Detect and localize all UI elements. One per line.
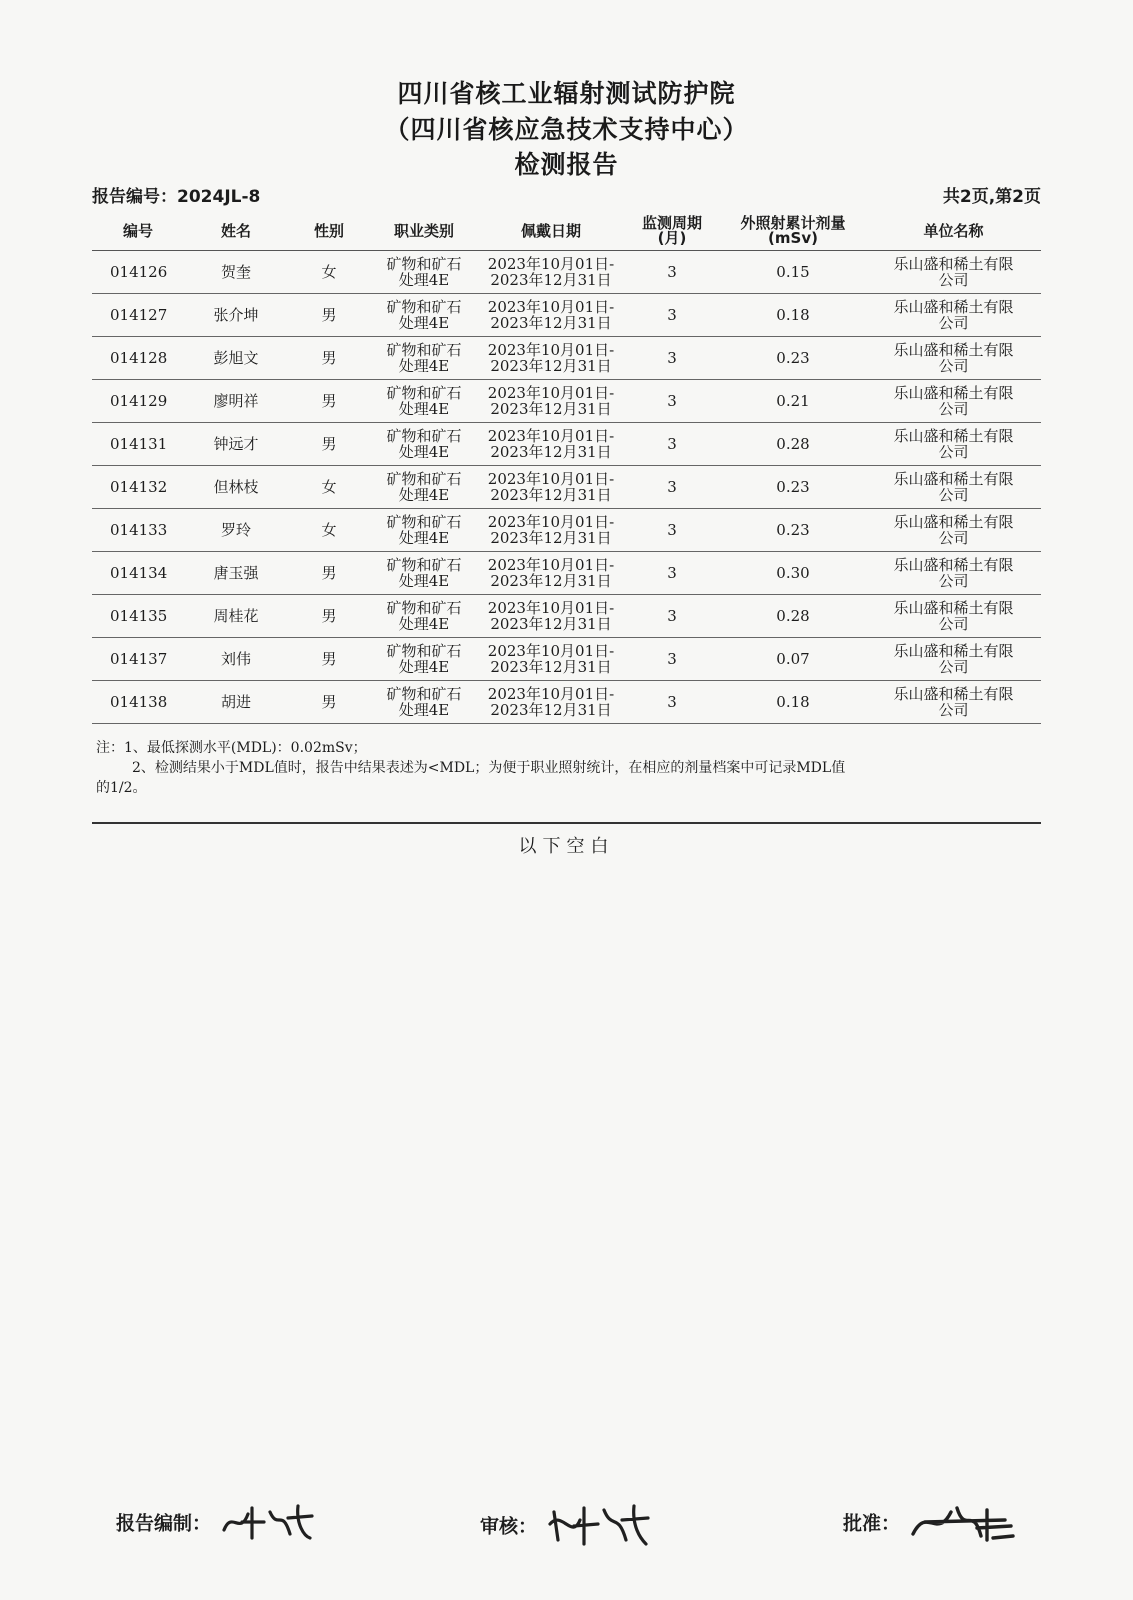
prepared-signature bbox=[218, 1500, 318, 1544]
cell-date bbox=[478, 552, 624, 595]
cell-period: 3 bbox=[624, 509, 720, 552]
institute-subtitle: （四川省核应急技术支持中心） bbox=[384, 115, 749, 144]
cell-name: 周桂花 bbox=[184, 595, 288, 638]
cell-date bbox=[478, 681, 624, 724]
cell-date-line: 2023年10月01日- bbox=[487, 470, 615, 488]
cell-sex: 女 bbox=[288, 251, 370, 294]
cell-job bbox=[370, 681, 478, 724]
cell-job bbox=[370, 294, 478, 337]
cell-unit-line: 公司 bbox=[938, 572, 969, 590]
cell-period: 3 bbox=[624, 423, 720, 466]
cell-id: 014131 bbox=[92, 423, 184, 466]
cell-name: 但林枝 bbox=[184, 466, 288, 509]
cell-unit bbox=[866, 681, 1041, 724]
cell-name: 贺奎 bbox=[184, 251, 288, 294]
cell-job-line: 处理4E bbox=[398, 572, 450, 590]
cell-unit-line: 乐山盛和稀土有限 bbox=[893, 470, 1014, 488]
table-header-row bbox=[92, 212, 1041, 251]
cell-date-line: 2023年10月01日- bbox=[487, 685, 615, 703]
cell-id: 014134 bbox=[92, 552, 184, 595]
cell-dose: 0.21 bbox=[720, 380, 866, 423]
cell-job-line: 处理4E bbox=[398, 615, 450, 633]
cell-id: 014128 bbox=[92, 337, 184, 380]
cell-dose: 0.15 bbox=[720, 251, 866, 294]
cell-job-line: 矿物和矿石 bbox=[386, 685, 462, 703]
cell-dose: 0.28 bbox=[720, 423, 866, 466]
cell-date-line: 2023年12月31日 bbox=[490, 400, 612, 418]
cell-sex: 男 bbox=[288, 380, 370, 423]
cell-name: 张介坤 bbox=[184, 294, 288, 337]
cell-job bbox=[370, 380, 478, 423]
cell-job-line: 处理4E bbox=[398, 701, 450, 719]
cell-date-line: 2023年12月31日 bbox=[490, 701, 612, 719]
cell-period: 3 bbox=[624, 251, 720, 294]
cell-unit-line: 公司 bbox=[938, 443, 969, 461]
cell-unit bbox=[866, 509, 1041, 552]
table-row bbox=[92, 294, 1041, 337]
cell-name: 廖明祥 bbox=[184, 380, 288, 423]
table-row bbox=[92, 466, 1041, 509]
note-line-1: 注：1、最低探测水平(MDL)：0.02mSv； bbox=[96, 740, 367, 756]
cell-name: 唐玉强 bbox=[184, 552, 288, 595]
cell-date-line: 2023年10月01日- bbox=[487, 255, 615, 273]
cell-date bbox=[478, 509, 624, 552]
cell-name: 胡进 bbox=[184, 681, 288, 724]
cell-period: 3 bbox=[624, 337, 720, 380]
cell-job bbox=[370, 251, 478, 294]
cell-date-line: 2023年10月01日- bbox=[487, 599, 615, 617]
header-dose-line1: 外照射累计剂量 bbox=[740, 214, 846, 232]
cell-unit bbox=[866, 380, 1041, 423]
cell-dose: 0.23 bbox=[720, 337, 866, 380]
cell-unit-line: 公司 bbox=[938, 314, 969, 332]
cell-unit-line: 乐山盛和稀土有限 bbox=[893, 556, 1014, 574]
cell-unit bbox=[866, 466, 1041, 509]
cell-period: 3 bbox=[624, 595, 720, 638]
cell-unit-line: 公司 bbox=[938, 701, 969, 719]
cell-unit-line: 乐山盛和稀土有限 bbox=[893, 642, 1014, 660]
cell-unit-line: 乐山盛和稀土有限 bbox=[893, 513, 1014, 531]
cell-unit bbox=[866, 337, 1041, 380]
cell-job-line: 处理4E bbox=[398, 658, 450, 676]
cell-name: 刘伟 bbox=[184, 638, 288, 681]
cell-date-line: 2023年12月31日 bbox=[490, 658, 612, 676]
cell-date-line: 2023年12月31日 bbox=[490, 486, 612, 504]
cell-date-line: 2023年10月01日- bbox=[487, 384, 615, 402]
cell-dose: 0.30 bbox=[720, 552, 866, 595]
cell-date-line: 2023年10月01日- bbox=[487, 298, 615, 316]
cell-job-line: 矿物和矿石 bbox=[386, 513, 462, 531]
header-sex: 性别 bbox=[288, 212, 370, 251]
cell-job-line: 矿物和矿石 bbox=[386, 642, 462, 660]
cell-unit-line: 公司 bbox=[938, 658, 969, 676]
reviewed-by bbox=[480, 1500, 654, 1550]
cell-sex: 女 bbox=[288, 466, 370, 509]
note-line-2: 2、检测结果小于MDL值时，报告中结果表述为<MDL；为便于职业照射统计，在相应的剂量档案中可记录MDL值 bbox=[132, 760, 846, 776]
header-period bbox=[624, 212, 720, 251]
page-indicator: 共2页,第2页 bbox=[942, 187, 1041, 207]
cell-unit-line: 乐山盛和稀土有限 bbox=[893, 298, 1014, 316]
cell-period: 3 bbox=[624, 552, 720, 595]
cell-date bbox=[478, 294, 624, 337]
cell-sex: 女 bbox=[288, 509, 370, 552]
cell-sex: 男 bbox=[288, 423, 370, 466]
cell-job bbox=[370, 509, 478, 552]
cell-date-line: 2023年12月31日 bbox=[490, 572, 612, 590]
cell-period: 3 bbox=[624, 638, 720, 681]
cell-job bbox=[370, 595, 478, 638]
table-row bbox=[92, 509, 1041, 552]
cell-job-line: 矿物和矿石 bbox=[386, 255, 462, 273]
cell-id: 014133 bbox=[92, 509, 184, 552]
cell-unit-line: 公司 bbox=[938, 486, 969, 504]
cell-date-line: 2023年10月01日- bbox=[487, 642, 615, 660]
cell-unit-line: 乐山盛和稀土有限 bbox=[893, 341, 1014, 359]
cell-name: 钟远才 bbox=[184, 423, 288, 466]
cell-job-line: 矿物和矿石 bbox=[386, 384, 462, 402]
cell-id: 014138 bbox=[92, 681, 184, 724]
cell-dose: 0.23 bbox=[720, 509, 866, 552]
cell-period: 3 bbox=[624, 681, 720, 724]
header-dose bbox=[720, 212, 866, 251]
notes bbox=[96, 738, 1036, 798]
cell-job-line: 处理4E bbox=[398, 400, 450, 418]
cell-unit-line: 乐山盛和稀土有限 bbox=[893, 255, 1014, 273]
cell-sex: 男 bbox=[288, 294, 370, 337]
cell-job bbox=[370, 423, 478, 466]
header-period-line1: 监测周期 bbox=[641, 214, 702, 232]
approved-label: 批准： bbox=[843, 1512, 901, 1535]
cell-unit-line: 乐山盛和稀土有限 bbox=[893, 685, 1014, 703]
cell-job-line: 矿物和矿石 bbox=[386, 599, 462, 617]
table-row bbox=[92, 638, 1041, 681]
cell-date-line: 2023年10月01日- bbox=[487, 427, 615, 445]
cell-unit bbox=[866, 552, 1041, 595]
cell-id: 014137 bbox=[92, 638, 184, 681]
cell-name: 彭旭文 bbox=[184, 337, 288, 380]
blank-note: 以下空白 bbox=[518, 836, 615, 857]
cell-unit-line: 公司 bbox=[938, 615, 969, 633]
cell-job bbox=[370, 466, 478, 509]
cell-sex: 男 bbox=[288, 337, 370, 380]
cell-job-line: 矿物和矿石 bbox=[386, 341, 462, 359]
header-job: 职业类别 bbox=[370, 212, 478, 251]
cell-date bbox=[478, 595, 624, 638]
cell-date-line: 2023年12月31日 bbox=[490, 357, 612, 375]
cell-id: 014126 bbox=[92, 251, 184, 294]
table-row bbox=[92, 251, 1041, 294]
cell-date-line: 2023年12月31日 bbox=[490, 314, 612, 332]
header-name: 姓名 bbox=[184, 212, 288, 251]
cell-date-line: 2023年12月31日 bbox=[490, 271, 612, 289]
cell-id: 014135 bbox=[92, 595, 184, 638]
cell-dose: 0.07 bbox=[720, 638, 866, 681]
cell-job-line: 矿物和矿石 bbox=[386, 470, 462, 488]
cell-unit-line: 乐山盛和稀土有限 bbox=[893, 427, 1014, 445]
cell-date bbox=[478, 423, 624, 466]
cell-job bbox=[370, 337, 478, 380]
cell-date bbox=[478, 380, 624, 423]
cell-unit bbox=[866, 638, 1041, 681]
cell-name: 罗玲 bbox=[184, 509, 288, 552]
approved-signature bbox=[907, 1500, 1017, 1544]
cell-id: 014132 bbox=[92, 466, 184, 509]
table-row bbox=[92, 380, 1041, 423]
cell-job-line: 矿物和矿石 bbox=[386, 298, 462, 316]
cell-unit-line: 公司 bbox=[938, 529, 969, 547]
approved-by bbox=[843, 1500, 1017, 1544]
cell-unit-line: 公司 bbox=[938, 357, 969, 375]
header-id: 编号 bbox=[92, 212, 184, 251]
cell-dose: 0.28 bbox=[720, 595, 866, 638]
cell-sex: 男 bbox=[288, 595, 370, 638]
cell-sex: 男 bbox=[288, 552, 370, 595]
report-number: 报告编号：2024JL-8 bbox=[92, 187, 261, 207]
cell-dose: 0.18 bbox=[720, 681, 866, 724]
cell-date bbox=[478, 337, 624, 380]
dose-table bbox=[92, 212, 1041, 724]
cell-dose: 0.18 bbox=[720, 294, 866, 337]
cell-date bbox=[478, 638, 624, 681]
reviewed-label: 审核： bbox=[480, 1515, 538, 1538]
cell-sex: 男 bbox=[288, 638, 370, 681]
cell-job-line: 处理4E bbox=[398, 486, 450, 504]
header-dose-line2: (mSv) bbox=[768, 229, 818, 247]
cell-unit bbox=[866, 251, 1041, 294]
cell-job-line: 处理4E bbox=[398, 529, 450, 547]
cell-date-line: 2023年12月31日 bbox=[490, 443, 612, 461]
cell-unit-line: 公司 bbox=[938, 271, 969, 289]
cell-date bbox=[478, 466, 624, 509]
cell-unit bbox=[866, 595, 1041, 638]
cell-unit-line: 乐山盛和稀土有限 bbox=[893, 599, 1014, 617]
cell-job-line: 矿物和矿石 bbox=[386, 427, 462, 445]
cell-date-line: 2023年10月01日- bbox=[487, 341, 615, 359]
cell-unit-line: 乐山盛和稀土有限 bbox=[893, 384, 1014, 402]
cell-date-line: 2023年10月01日- bbox=[487, 556, 615, 574]
note-line-3: 的1/2。 bbox=[96, 780, 147, 796]
cell-job-line: 处理4E bbox=[398, 443, 450, 461]
cell-date-line: 2023年12月31日 bbox=[490, 529, 612, 547]
cell-date-line: 2023年10月01日- bbox=[487, 513, 615, 531]
cell-period: 3 bbox=[624, 466, 720, 509]
cell-unit-line: 公司 bbox=[938, 400, 969, 418]
cell-id: 014127 bbox=[92, 294, 184, 337]
cell-job-line: 处理4E bbox=[398, 357, 450, 375]
header-period-line2: (月) bbox=[657, 229, 687, 247]
cell-job bbox=[370, 552, 478, 595]
cell-sex: 男 bbox=[288, 681, 370, 724]
cell-job-line: 处理4E bbox=[398, 314, 450, 332]
cell-dose: 0.23 bbox=[720, 466, 866, 509]
prepared-by bbox=[116, 1500, 318, 1544]
report-title: 检测报告 bbox=[514, 150, 619, 179]
report-meta bbox=[92, 182, 1041, 210]
table-row bbox=[92, 681, 1041, 724]
cell-date-line: 2023年12月31日 bbox=[490, 615, 612, 633]
table-row bbox=[92, 423, 1041, 466]
divider-line bbox=[92, 822, 1041, 824]
prepared-label: 报告编制： bbox=[116, 1512, 212, 1535]
table-row bbox=[92, 337, 1041, 380]
cell-unit bbox=[866, 423, 1041, 466]
table-row bbox=[92, 552, 1041, 595]
cell-job-line: 处理4E bbox=[398, 271, 450, 289]
cell-period: 3 bbox=[624, 294, 720, 337]
table-body bbox=[92, 251, 1041, 724]
cell-id: 014129 bbox=[92, 380, 184, 423]
header-unit: 单位名称 bbox=[866, 212, 1041, 251]
cell-job-line: 矿物和矿石 bbox=[386, 556, 462, 574]
header-date: 佩戴日期 bbox=[478, 212, 624, 251]
reviewed-signature bbox=[544, 1500, 654, 1550]
cell-unit bbox=[866, 294, 1041, 337]
institute-title: 四川省核工业辐射测试防护院 bbox=[397, 79, 736, 108]
cell-period: 3 bbox=[624, 380, 720, 423]
cell-date bbox=[478, 251, 624, 294]
table-row bbox=[92, 595, 1041, 638]
cell-job bbox=[370, 638, 478, 681]
